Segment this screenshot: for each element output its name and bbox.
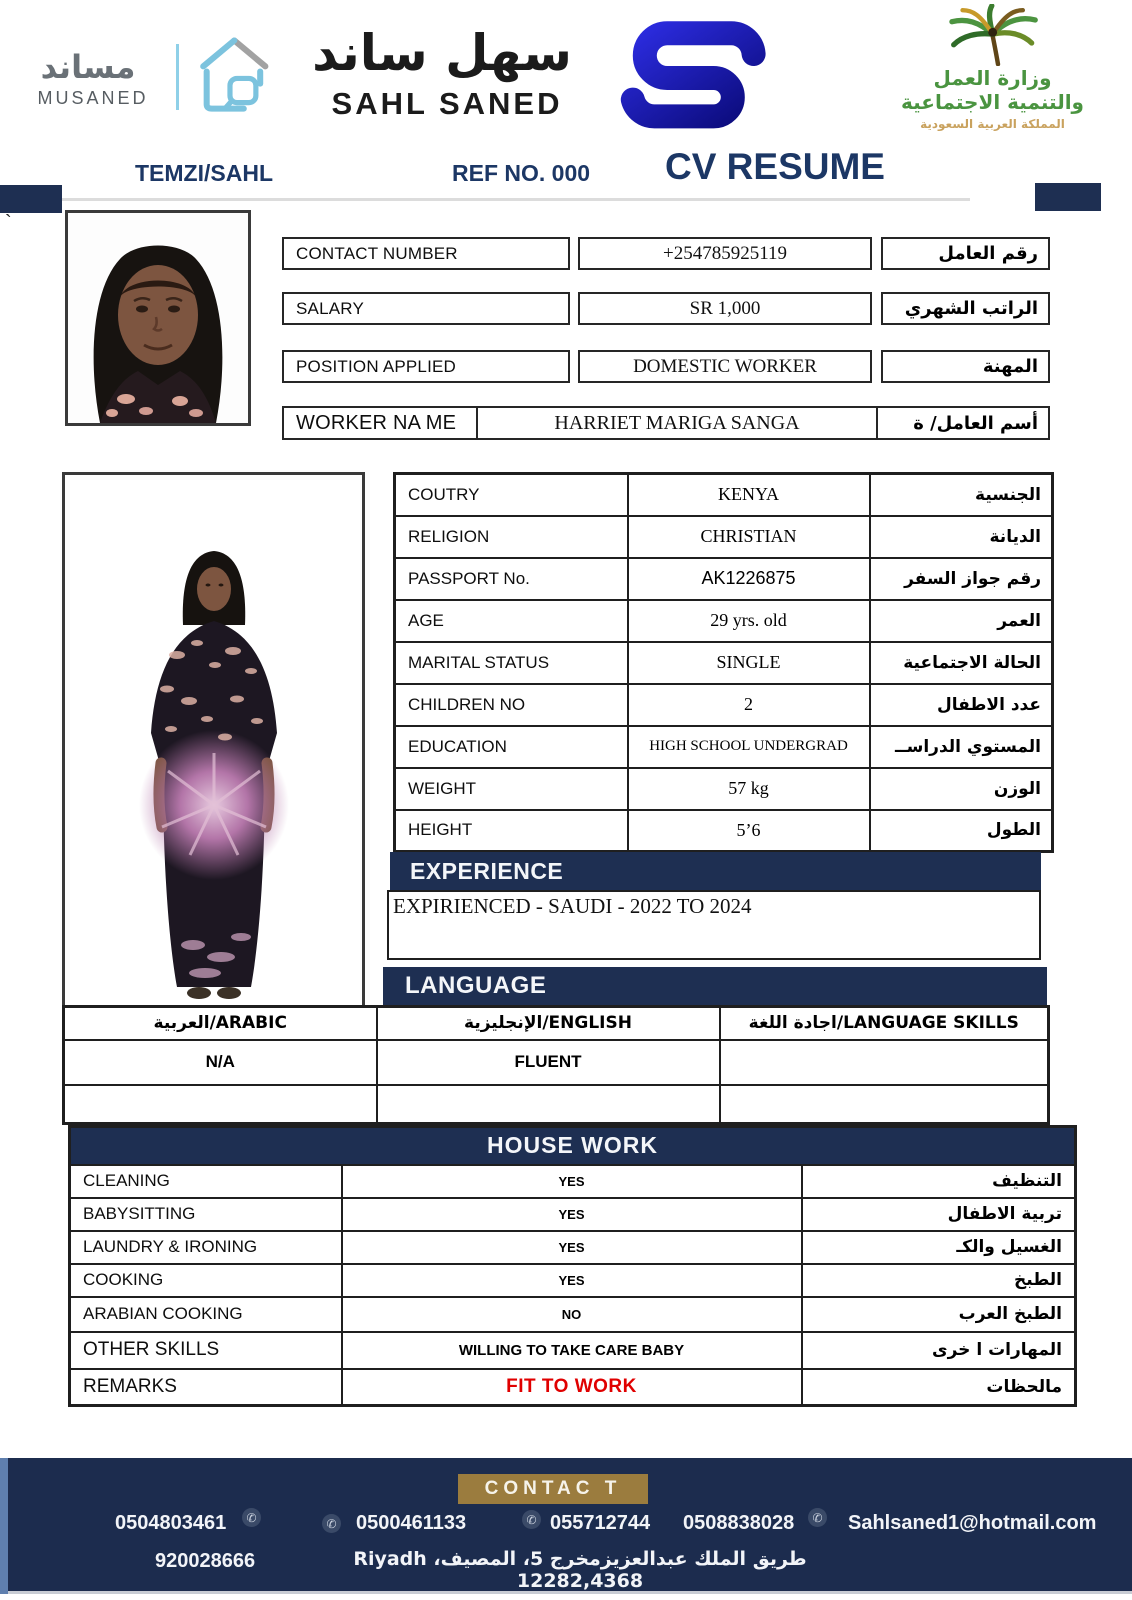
table-row <box>70 1165 1076 1198</box>
detail-label: RELIGION <box>395 516 628 558</box>
detail-label: HEIGHT <box>395 810 628 852</box>
phone-number-3: 055712744 <box>550 1512 651 1534</box>
language-section-header: LANGUAGE <box>383 967 1047 1005</box>
detail-value: 2 <box>628 684 870 726</box>
language-value-english: FLUENT <box>377 1040 720 1085</box>
worker-fullbody-illustration <box>65 475 362 1005</box>
detail-arabic: المستوي الدراســ <box>870 726 1053 768</box>
musaned-logo-arabic: مساند <box>40 48 136 86</box>
detail-value: KENYA <box>628 474 870 516</box>
divider-block-right <box>1035 183 1101 211</box>
language-empty-cell <box>720 1085 1049 1124</box>
page-title: CV RESUME <box>665 146 885 187</box>
language-value-skills <box>720 1040 1049 1085</box>
summary-arabic-salary: الراتب الشهري <box>881 292 1050 325</box>
housework-label: CLEANING <box>70 1165 342 1198</box>
ministry-name-line1: وزارة العمل <box>933 66 1052 90</box>
housework-arabic: مالحظات <box>802 1369 1076 1406</box>
housework-arabic: تربية الاطفال <box>802 1198 1076 1231</box>
ref-number: REF NO. 000 <box>452 160 591 186</box>
worker-name-value: HARRIET MARIGA SANGA <box>476 406 878 440</box>
housework-table <box>68 1125 1077 1407</box>
worker-details-table <box>393 472 1054 853</box>
detail-label: CHILDREN NO <box>395 684 628 726</box>
language-empty-cell <box>64 1085 377 1124</box>
table-row <box>395 474 1053 516</box>
table-row <box>395 768 1053 810</box>
housework-value: YES <box>342 1264 802 1297</box>
housework-arabic: الطبخ العرب <box>802 1297 1076 1332</box>
table-row <box>64 1040 1049 1085</box>
table-row <box>70 1297 1076 1332</box>
summary-arabic-position: المهنة <box>881 350 1050 383</box>
detail-arabic: عدد الاطفال <box>870 684 1053 726</box>
table-row <box>70 1369 1076 1406</box>
summary-value-position: DOMESTIC WORKER <box>578 350 872 383</box>
table-row <box>64 1085 1049 1124</box>
housework-label: REMARKS <box>70 1369 342 1406</box>
worker-headshot-illustration <box>68 213 248 423</box>
detail-arabic: الديانة <box>870 516 1053 558</box>
table-row <box>70 1264 1076 1297</box>
housework-value: YES <box>342 1198 802 1231</box>
table-row <box>395 558 1053 600</box>
detail-label: COUTRY <box>395 474 628 516</box>
divider-rule <box>62 198 970 201</box>
email-address: Sahlsaned1@hotmail.com <box>848 1512 1097 1534</box>
office-address: طريق الملك عبدالعزيزمخرج 5، المصيف، Riyadh 12282,4368 <box>353 1548 807 1592</box>
housework-arabic: الطبخ <box>802 1264 1076 1297</box>
worker-headshot-photo <box>65 210 251 426</box>
footer-left-strip <box>0 1458 8 1594</box>
phone-icon: ✆ <box>808 1508 827 1527</box>
agency-code: TEMZI/SAHL <box>135 160 273 186</box>
detail-arabic: العمر <box>870 600 1053 642</box>
worker-name-arabic: أسم العامل/ ة <box>876 406 1050 440</box>
musaned-logo <box>18 48 168 109</box>
language-table <box>62 1005 1050 1125</box>
detail-arabic: الوزن <box>870 768 1053 810</box>
housework-label: BABYSITTING <box>70 1198 342 1231</box>
detail-value: 5’6 <box>628 810 870 852</box>
detail-arabic: الحالة الاجتماعية <box>870 642 1053 684</box>
sahl-saned-s-logo-icon <box>616 20 776 136</box>
ministry-name-line2: والتنمية الاجتماعية <box>901 90 1084 114</box>
detail-value: CHRISTIAN <box>628 516 870 558</box>
language-col-skills: اجادة اللغة/LANGUAGE SKILLS <box>720 1007 1049 1040</box>
housework-header-row <box>70 1127 1076 1165</box>
summary-label-salary: SALARY <box>282 292 570 325</box>
summary-value-salary: SR 1,000 <box>578 292 872 325</box>
detail-arabic: الطول <box>870 810 1053 852</box>
detail-arabic: الجنسية <box>870 474 1053 516</box>
detail-value: 29 yrs. old <box>628 600 870 642</box>
phone-icon: ✆ <box>522 1510 541 1529</box>
sahl-saned-arabic: سهل ساند <box>312 24 572 82</box>
table-row <box>395 600 1053 642</box>
worker-fullbody-photo <box>62 472 365 1008</box>
table-row <box>395 516 1053 558</box>
summary-label-contact: CONTACT NUMBER <box>282 237 570 270</box>
table-row <box>70 1231 1076 1264</box>
phone-icon: ✆ <box>322 1514 341 1533</box>
ministry-logo <box>880 4 1115 131</box>
housework-value: WILLING TO TAKE CARE BABY <box>342 1332 802 1369</box>
summary-value-contact: +254785925119 <box>578 237 872 270</box>
table-row <box>395 810 1053 852</box>
language-value-arabic: N/A <box>64 1040 377 1085</box>
detail-label: PASSPORT No. <box>395 558 628 600</box>
experience-box <box>387 890 1041 960</box>
divider-block-left <box>0 185 62 213</box>
detail-value: 57 kg <box>628 768 870 810</box>
housework-value: NO <box>342 1297 802 1332</box>
housework-arabic: المهارات ا خرى <box>802 1332 1076 1369</box>
musaned-house-icon <box>192 30 274 120</box>
detail-label: AGE <box>395 600 628 642</box>
language-col-english: الإنجليزية/ENGLISH <box>377 1007 720 1040</box>
housework-label: COOKING <box>70 1264 342 1297</box>
housework-value: YES <box>342 1231 802 1264</box>
table-row <box>70 1198 1076 1231</box>
ministry-name-line3: المملكة العربية السعودية <box>920 117 1065 131</box>
housework-label: OTHER SKILLS <box>70 1332 342 1369</box>
detail-value: HIGH SCHOOL UNDERGRAD <box>628 726 870 768</box>
detail-label: EDUCATION <box>395 726 628 768</box>
experience-text: EXPIRIENCED - SAUDI - 2022 TO 2024 <box>393 894 752 918</box>
language-col-arabic: العربية/ARABIC <box>64 1007 377 1040</box>
housework-remarks-value: FIT TO WORK <box>342 1369 802 1406</box>
table-row <box>395 642 1053 684</box>
housework-value: YES <box>342 1165 802 1198</box>
housework-section-header: HOUSE WORK <box>70 1127 1076 1165</box>
contact-label-badge: CONTAC T <box>458 1474 648 1504</box>
sahl-saned-latin: SAHL SANED <box>331 86 563 121</box>
phone-number-2: 0500461133 <box>356 1512 467 1534</box>
phone-icon: ✆ <box>242 1508 261 1527</box>
hotline-number: 920028666 <box>155 1550 256 1572</box>
table-row <box>70 1332 1076 1369</box>
housework-arabic: التنظيف <box>802 1165 1076 1198</box>
language-empty-cell <box>377 1085 720 1124</box>
summary-arabic-contact: رقم العامل <box>881 237 1050 270</box>
stray-mark: ` <box>5 212 12 234</box>
housework-label: LAUNDRY & IRONING <box>70 1231 342 1264</box>
phone-number-1: 0504803461 <box>115 1512 227 1534</box>
sahl-saned-wordmark <box>292 24 602 122</box>
experience-section-header: EXPERIENCE <box>390 852 1041 890</box>
detail-label: MARITAL STATUS <box>395 642 628 684</box>
table-row <box>395 726 1053 768</box>
detail-value: AK1226875 <box>628 558 870 600</box>
summary-label-position: POSITION APPLIED <box>282 350 570 383</box>
ministry-palm-icon <box>923 4 1073 66</box>
housework-label: ARABIAN COOKING <box>70 1297 342 1332</box>
header-divider-line <box>176 44 179 110</box>
table-row <box>395 684 1053 726</box>
worker-name-label: WORKER NA ME <box>282 406 478 440</box>
housework-arabic: الغسيل والكـ <box>802 1231 1076 1264</box>
table-row <box>64 1007 1049 1040</box>
detail-label: WEIGHT <box>395 768 628 810</box>
detail-arabic: رقم جواز السفر <box>870 558 1053 600</box>
detail-value: SINGLE <box>628 642 870 684</box>
footer-contact-band <box>0 1458 1132 1594</box>
phone-number-4: 0508838028 <box>683 1512 795 1534</box>
musaned-logo-latin: MUSANED <box>37 88 149 108</box>
